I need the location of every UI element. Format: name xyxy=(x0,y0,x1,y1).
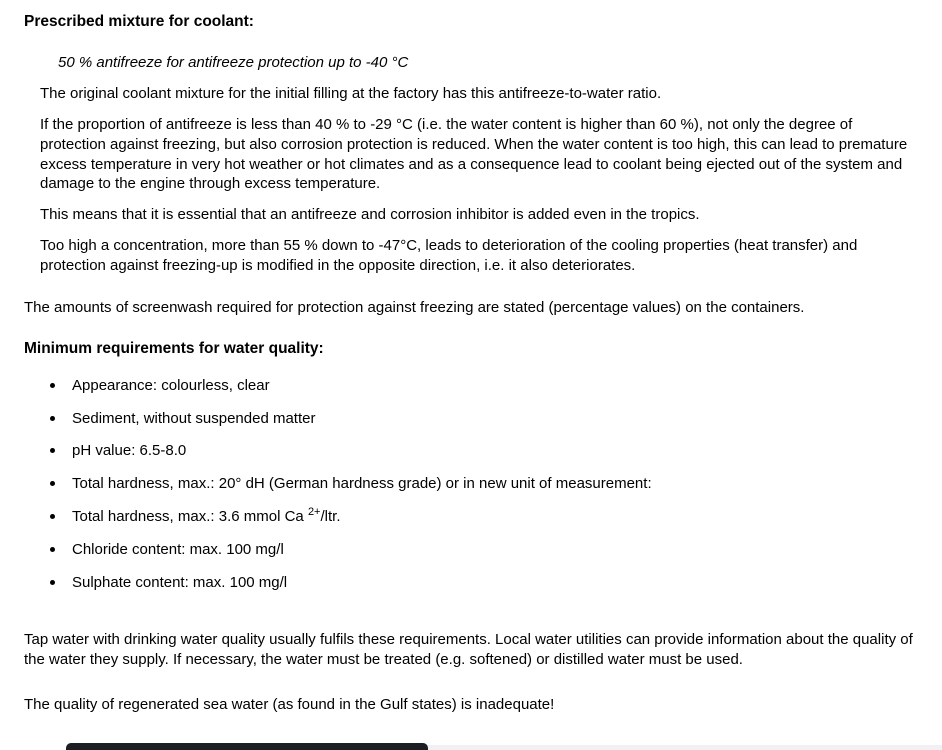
list-item-total-hardness-dh: Total hardness, max.: 20° dH (German hardness grade) or in new unit of measurement: xyxy=(48,474,920,494)
list-item-total-hardness-mmol xyxy=(48,507,920,527)
paragraph-screenwash-note: The amounts of screenwash required for protection against freezing are stated (percentage values) on the containers. xyxy=(24,298,805,316)
water-quality-requirements-list xyxy=(48,376,920,593)
paragraph-high-concentration-warning: Too high a concentration, more than 55 % down to -47°C, leads to deterioration of the cooling properties (heat transfer) and protection against freezing-up is modified in the opposite direction, i.e. it also deteriorates. xyxy=(40,237,858,274)
list-item-sulphate-content: Sulphate content: max. 100 mg/l xyxy=(48,573,920,593)
hardness-mmol-text: Total hardness, max.: 3.6 mmol Ca xyxy=(72,508,308,526)
section-heading-water-quality: Minimum requirements for water quality: xyxy=(24,340,324,358)
list-item-ph-value: pH value: 6.5-8.0 xyxy=(48,441,920,461)
paragraph-low-antifreeze-warning: If the proportion of antifreeze is less than 40 % to -29 °C (i.e. the water content is higher than 60 %), not only the degree of protection against freezing, but also corrosion protection is reduced. When the water content is too high, this can lead to premature excess temperature in very hot weather or hot climates and as a consequence lead to coolant being ejected out of the system and damage to the engine through excess temperature. xyxy=(40,116,908,193)
list-item-appearance: Appearance: colourless, clear xyxy=(48,376,920,396)
paragraph-original-mixture: The original coolant mixture for the initial filling at the factory has this antifreeze-to-water ratio. xyxy=(40,85,662,103)
antifreeze-spec-line: 50 % antifreeze for antifreeze protection up to -40 °C xyxy=(58,54,409,72)
hardness-mmol-unit: /ltr. xyxy=(320,508,341,526)
section-heading-coolant-mixture: Prescribed mixture for coolant: xyxy=(24,13,254,30)
paragraph-tropics-note: This means that it is essential that an antifreeze and corrosion inhibitor is added even in the tropics. xyxy=(40,206,700,224)
paragraph-sea-water-warning: The quality of regenerated sea water (as found in the Gulf states) is inadequate! xyxy=(24,696,555,714)
list-item-chloride-content: Chloride content: max. 100 mg/l xyxy=(48,540,920,560)
paragraph-tap-water: Tap water with drinking water quality usually fulfils these requirements. Local water utilities can provide information about the quality of the water they supply. If necessary, the water must be treated (e.g. softened) or distilled water must be used. xyxy=(24,631,913,669)
dock-bar-edge[interactable] xyxy=(66,743,428,750)
list-item-sediment: Sediment, without suspended matter xyxy=(48,409,920,429)
calcium-ion-superscript: 2+ xyxy=(307,506,321,519)
